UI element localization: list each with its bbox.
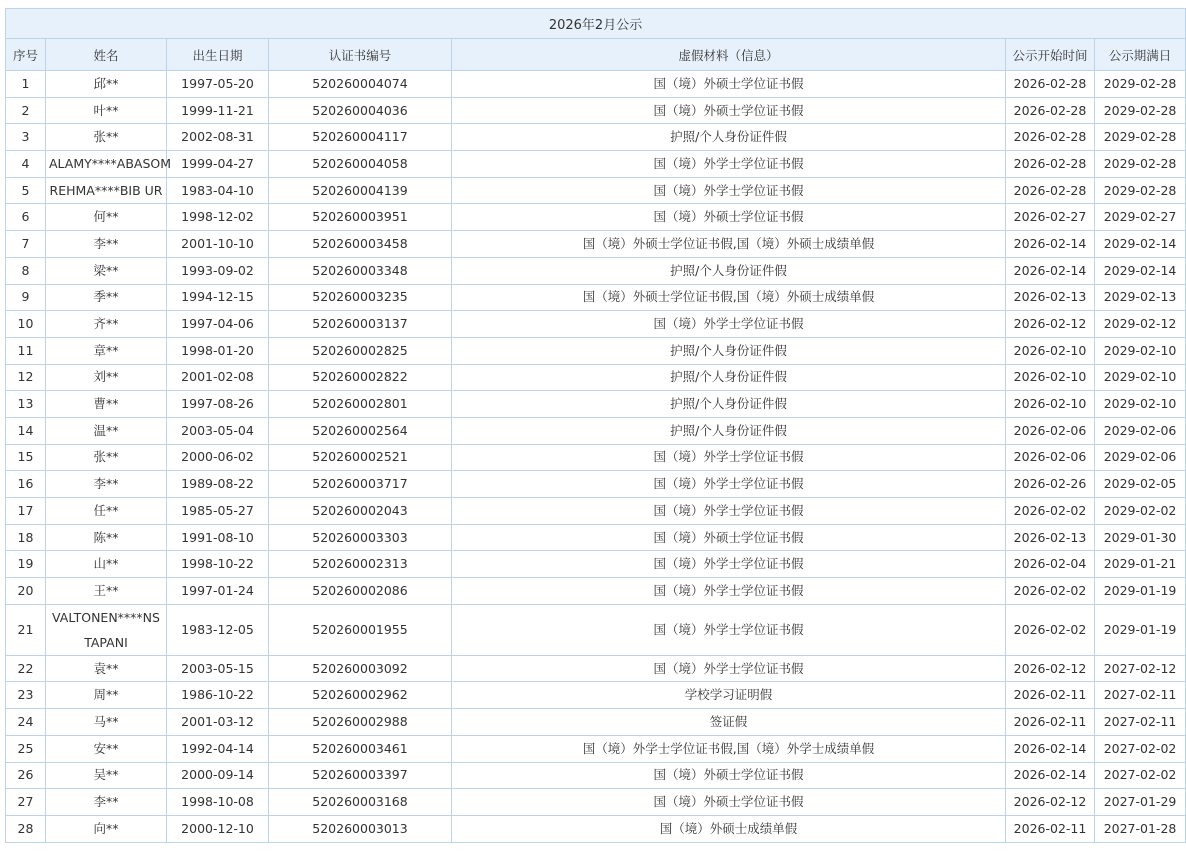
cell-certificate-number: 520260003397	[269, 762, 452, 789]
cell-index: 23	[6, 682, 46, 709]
cell-index: 25	[6, 735, 46, 762]
cell-false-material: 国（境）外硕士学位证书假	[452, 524, 1006, 551]
cell-certificate-number: 520260004058	[269, 151, 452, 178]
cell-index: 8	[6, 257, 46, 284]
cell-birth-date: 1997-01-24	[167, 578, 269, 605]
table-row	[6, 391, 1186, 418]
cell-birth-date: 1998-10-08	[167, 789, 269, 816]
cell-false-material: 护照/个人身份证件假	[452, 364, 1006, 391]
cell-name: 何**	[46, 204, 167, 231]
table-row	[6, 735, 1186, 762]
cell-end-date: 2027-01-28	[1095, 815, 1186, 842]
table-row	[6, 364, 1186, 391]
cell-certificate-number: 520260002313	[269, 551, 452, 578]
cell-false-material: 国（境）外硕士成绩单假	[452, 815, 1006, 842]
cell-start-date: 2026-02-28	[1006, 71, 1095, 98]
cell-index: 28	[6, 815, 46, 842]
cell-certificate-number: 520260002521	[269, 444, 452, 471]
cell-birth-date: 2003-05-04	[167, 417, 269, 444]
cell-false-material: 国（境）外硕士学位证书假	[452, 71, 1006, 98]
cell-birth-date: 2002-08-31	[167, 124, 269, 151]
cell-start-date: 2026-02-10	[1006, 364, 1095, 391]
cell-start-date: 2026-02-13	[1006, 524, 1095, 551]
cell-index: 24	[6, 709, 46, 736]
table-row	[6, 151, 1186, 178]
cell-birth-date: 1992-04-14	[167, 735, 269, 762]
table-row	[6, 709, 1186, 736]
cell-false-material: 学校学习证明假	[452, 682, 1006, 709]
cell-certificate-number: 520260003461	[269, 735, 452, 762]
cell-false-material: 护照/个人身份证件假	[452, 124, 1006, 151]
cell-index: 13	[6, 391, 46, 418]
table-row	[6, 257, 1186, 284]
cell-certificate-number: 520260004036	[269, 97, 452, 124]
table-row	[6, 417, 1186, 444]
table-row	[6, 204, 1186, 231]
cell-false-material: 国（境）外学士学位证书假	[452, 177, 1006, 204]
cell-end-date: 2027-01-29	[1095, 789, 1186, 816]
cell-birth-date: 1998-10-22	[167, 551, 269, 578]
cell-false-material: 国（境）外学士学位证书假	[452, 498, 1006, 525]
header-false-material: 虚假材料（信息）	[452, 39, 1006, 71]
table-row	[6, 71, 1186, 98]
table-row	[6, 124, 1186, 151]
cell-start-date: 2026-02-14	[1006, 762, 1095, 789]
cell-index: 14	[6, 417, 46, 444]
cell-name: 向**	[46, 815, 167, 842]
table-row	[6, 655, 1186, 682]
cell-start-date: 2026-02-12	[1006, 311, 1095, 338]
table-row	[6, 498, 1186, 525]
cell-end-date: 2029-01-30	[1095, 524, 1186, 551]
cell-name: 温**	[46, 417, 167, 444]
cell-start-date: 2026-02-11	[1006, 682, 1095, 709]
header-index: 序号	[6, 39, 46, 71]
cell-name: 梁**	[46, 257, 167, 284]
cell-end-date: 2029-01-21	[1095, 551, 1186, 578]
cell-start-date: 2026-02-28	[1006, 97, 1095, 124]
cell-false-material: 国（境）外学士学位证书假	[452, 655, 1006, 682]
cell-certificate-number: 520260003013	[269, 815, 452, 842]
cell-start-date: 2026-02-11	[1006, 815, 1095, 842]
cell-end-date: 2029-02-13	[1095, 284, 1186, 311]
cell-false-material: 护照/个人身份证件假	[452, 417, 1006, 444]
cell-false-material: 国（境）外学士学位证书假	[452, 578, 1006, 605]
cell-birth-date: 2003-05-15	[167, 655, 269, 682]
cell-certificate-number: 520260003348	[269, 257, 452, 284]
cell-start-date: 2026-02-12	[1006, 789, 1095, 816]
table-body	[6, 71, 1186, 843]
cell-name: 李**	[46, 471, 167, 498]
cell-birth-date: 1983-04-10	[167, 177, 269, 204]
cell-index: 1	[6, 71, 46, 98]
cell-end-date: 2029-02-28	[1095, 177, 1186, 204]
cell-index: 11	[6, 337, 46, 364]
cell-birth-date: 1998-01-20	[167, 337, 269, 364]
cell-start-date: 2026-02-13	[1006, 284, 1095, 311]
cell-start-date: 2026-02-04	[1006, 551, 1095, 578]
cell-false-material: 国（境）外学士学位证书假	[452, 444, 1006, 471]
table-row	[6, 551, 1186, 578]
cell-end-date: 2029-02-28	[1095, 151, 1186, 178]
cell-certificate-number: 520260002825	[269, 337, 452, 364]
table-row	[6, 97, 1186, 124]
cell-end-date: 2027-02-02	[1095, 762, 1186, 789]
header-end-date: 公示期满日	[1095, 39, 1186, 71]
cell-index: 27	[6, 789, 46, 816]
cell-index: 5	[6, 177, 46, 204]
cell-birth-date: 1986-10-22	[167, 682, 269, 709]
cell-name: 马**	[46, 709, 167, 736]
cell-certificate-number: 520260003951	[269, 204, 452, 231]
table-row	[6, 789, 1186, 816]
cell-end-date: 2029-02-14	[1095, 231, 1186, 258]
cell-start-date: 2026-02-14	[1006, 257, 1095, 284]
cell-birth-date: 1997-08-26	[167, 391, 269, 418]
cell-index: 17	[6, 498, 46, 525]
cell-birth-date: 1993-09-02	[167, 257, 269, 284]
cell-start-date: 2026-02-26	[1006, 471, 1095, 498]
cell-index: 2	[6, 97, 46, 124]
cell-name: 曹**	[46, 391, 167, 418]
cell-false-material: 护照/个人身份证件假	[452, 337, 1006, 364]
cell-false-material: 国（境）外硕士学位证书假	[452, 97, 1006, 124]
cell-start-date: 2026-02-12	[1006, 655, 1095, 682]
cell-birth-date: 1998-12-02	[167, 204, 269, 231]
cell-birth-date: 1985-05-27	[167, 498, 269, 525]
cell-false-material: 国（境）外学士学位证书假	[452, 471, 1006, 498]
cell-index: 4	[6, 151, 46, 178]
cell-end-date: 2029-02-05	[1095, 471, 1186, 498]
cell-false-material: 国（境）外硕士学位证书假	[452, 204, 1006, 231]
cell-false-material: 国（境）外学士学位证书假	[452, 311, 1006, 338]
cell-certificate-number: 520260003137	[269, 311, 452, 338]
table-row	[6, 815, 1186, 842]
cell-false-material: 国（境）外硕士学位证书假	[452, 789, 1006, 816]
cell-end-date: 2029-02-27	[1095, 204, 1186, 231]
cell-start-date: 2026-02-28	[1006, 177, 1095, 204]
cell-name: 王**	[46, 578, 167, 605]
cell-birth-date: 1983-12-05	[167, 604, 269, 655]
table-row	[6, 231, 1186, 258]
cell-start-date: 2026-02-11	[1006, 709, 1095, 736]
cell-name: 袁**	[46, 655, 167, 682]
cell-birth-date: 1997-05-20	[167, 71, 269, 98]
cell-certificate-number: 520260002043	[269, 498, 452, 525]
cell-end-date: 2029-02-06	[1095, 417, 1186, 444]
cell-certificate-number: 520260002988	[269, 709, 452, 736]
cell-birth-date: 1997-04-06	[167, 311, 269, 338]
cell-end-date: 2029-01-19	[1095, 578, 1186, 605]
cell-name: 邱**	[46, 71, 167, 98]
cell-end-date: 2029-02-02	[1095, 498, 1186, 525]
cell-false-material: 国（境）外学士学位证书假	[452, 151, 1006, 178]
header-row	[6, 39, 1186, 71]
table-row	[6, 604, 1186, 655]
cell-index: 20	[6, 578, 46, 605]
cell-name: 刘**	[46, 364, 167, 391]
cell-index: 21	[6, 604, 46, 655]
cell-end-date: 2027-02-12	[1095, 655, 1186, 682]
cell-end-date: 2027-02-11	[1095, 709, 1186, 736]
table-row	[6, 337, 1186, 364]
table-row	[6, 471, 1186, 498]
cell-birth-date: 2000-06-02	[167, 444, 269, 471]
cell-start-date: 2026-02-06	[1006, 417, 1095, 444]
cell-certificate-number: 520260003303	[269, 524, 452, 551]
table-title: 2026年2月公示	[6, 9, 1186, 39]
cell-false-material: 国（境）外硕士学位证书假	[452, 762, 1006, 789]
cell-name: ALAMY****ABASOM	[46, 151, 167, 178]
header-certificate-number: 认证书编号	[269, 39, 452, 71]
cell-index: 26	[6, 762, 46, 789]
cell-certificate-number: 520260003458	[269, 231, 452, 258]
header-name: 姓名	[46, 39, 167, 71]
cell-name: 季**	[46, 284, 167, 311]
cell-start-date: 2026-02-10	[1006, 337, 1095, 364]
table-row	[6, 177, 1186, 204]
table-row	[6, 444, 1186, 471]
cell-false-material: 国（境）外学士学位证书假,国（境）外学士成绩单假	[452, 735, 1006, 762]
cell-false-material: 护照/个人身份证件假	[452, 391, 1006, 418]
table-row	[6, 578, 1186, 605]
cell-start-date: 2026-02-02	[1006, 498, 1095, 525]
cell-start-date: 2026-02-14	[1006, 735, 1095, 762]
cell-certificate-number: 520260003717	[269, 471, 452, 498]
cell-birth-date: 2001-10-10	[167, 231, 269, 258]
cell-false-material: 国（境）外学士学位证书假	[452, 551, 1006, 578]
cell-end-date: 2029-02-06	[1095, 444, 1186, 471]
cell-name: 章**	[46, 337, 167, 364]
table-row	[6, 524, 1186, 551]
cell-name: REHMA****BIB UR	[46, 177, 167, 204]
cell-start-date: 2026-02-02	[1006, 604, 1095, 655]
cell-certificate-number: 520260002086	[269, 578, 452, 605]
cell-name: 安**	[46, 735, 167, 762]
cell-start-date: 2026-02-06	[1006, 444, 1095, 471]
cell-index: 18	[6, 524, 46, 551]
cell-birth-date: 1999-11-21	[167, 97, 269, 124]
cell-certificate-number: 520260002564	[269, 417, 452, 444]
table-row	[6, 682, 1186, 709]
cell-birth-date: 2000-09-14	[167, 762, 269, 789]
cell-name: 齐**	[46, 311, 167, 338]
cell-certificate-number: 520260004117	[269, 124, 452, 151]
cell-start-date: 2026-02-02	[1006, 578, 1095, 605]
cell-certificate-number: 520260004074	[269, 71, 452, 98]
cell-certificate-number: 520260001955	[269, 604, 452, 655]
cell-certificate-number: 520260003235	[269, 284, 452, 311]
cell-start-date: 2026-02-14	[1006, 231, 1095, 258]
cell-end-date: 2029-02-14	[1095, 257, 1186, 284]
publicity-table-container	[5, 8, 1177, 843]
cell-false-material: 签证假	[452, 709, 1006, 736]
cell-index: 10	[6, 311, 46, 338]
cell-index: 7	[6, 231, 46, 258]
header-birth-date: 出生日期	[167, 39, 269, 71]
cell-end-date: 2029-02-28	[1095, 124, 1186, 151]
cell-end-date: 2029-02-10	[1095, 391, 1186, 418]
cell-start-date: 2026-02-28	[1006, 151, 1095, 178]
cell-index: 19	[6, 551, 46, 578]
cell-index: 3	[6, 124, 46, 151]
cell-name: VALTONEN****NS TAPANI	[46, 604, 167, 655]
cell-birth-date: 2000-12-10	[167, 815, 269, 842]
cell-false-material: 国（境）外学士学位证书假	[452, 604, 1006, 655]
cell-name: 张**	[46, 124, 167, 151]
cell-index: 16	[6, 471, 46, 498]
cell-false-material: 护照/个人身份证件假	[452, 257, 1006, 284]
cell-birth-date: 1989-08-22	[167, 471, 269, 498]
cell-end-date: 2029-01-19	[1095, 604, 1186, 655]
cell-name: 周**	[46, 682, 167, 709]
cell-index: 9	[6, 284, 46, 311]
cell-name: 任**	[46, 498, 167, 525]
cell-end-date: 2027-02-02	[1095, 735, 1186, 762]
cell-birth-date: 2001-02-08	[167, 364, 269, 391]
cell-false-material: 国（境）外硕士学位证书假,国（境）外硕士成绩单假	[452, 284, 1006, 311]
cell-start-date: 2026-02-27	[1006, 204, 1095, 231]
cell-start-date: 2026-02-10	[1006, 391, 1095, 418]
table-row	[6, 762, 1186, 789]
cell-name: 山**	[46, 551, 167, 578]
cell-certificate-number: 520260003168	[269, 789, 452, 816]
table-row	[6, 284, 1186, 311]
cell-end-date: 2029-02-12	[1095, 311, 1186, 338]
cell-index: 15	[6, 444, 46, 471]
cell-end-date: 2029-02-28	[1095, 71, 1186, 98]
publicity-table	[5, 8, 1186, 843]
cell-index: 6	[6, 204, 46, 231]
cell-name: 陈**	[46, 524, 167, 551]
cell-birth-date: 1999-04-27	[167, 151, 269, 178]
cell-certificate-number: 520260002801	[269, 391, 452, 418]
cell-name: 李**	[46, 789, 167, 816]
cell-certificate-number: 520260003092	[269, 655, 452, 682]
cell-end-date: 2029-02-28	[1095, 97, 1186, 124]
cell-certificate-number: 520260004139	[269, 177, 452, 204]
cell-name: 吴**	[46, 762, 167, 789]
cell-name: 叶**	[46, 97, 167, 124]
cell-end-date: 2029-02-10	[1095, 337, 1186, 364]
cell-end-date: 2029-02-10	[1095, 364, 1186, 391]
table-row	[6, 311, 1186, 338]
cell-end-date: 2027-02-11	[1095, 682, 1186, 709]
cell-false-material: 国（境）外硕士学位证书假,国（境）外硕士成绩单假	[452, 231, 1006, 258]
cell-name: 张**	[46, 444, 167, 471]
cell-birth-date: 1994-12-15	[167, 284, 269, 311]
cell-birth-date: 2001-03-12	[167, 709, 269, 736]
cell-birth-date: 1991-08-10	[167, 524, 269, 551]
cell-index: 22	[6, 655, 46, 682]
cell-certificate-number: 520260002962	[269, 682, 452, 709]
cell-certificate-number: 520260002822	[269, 364, 452, 391]
cell-name: 李**	[46, 231, 167, 258]
cell-index: 12	[6, 364, 46, 391]
cell-start-date: 2026-02-28	[1006, 124, 1095, 151]
header-start-date: 公示开始时间	[1006, 39, 1095, 71]
